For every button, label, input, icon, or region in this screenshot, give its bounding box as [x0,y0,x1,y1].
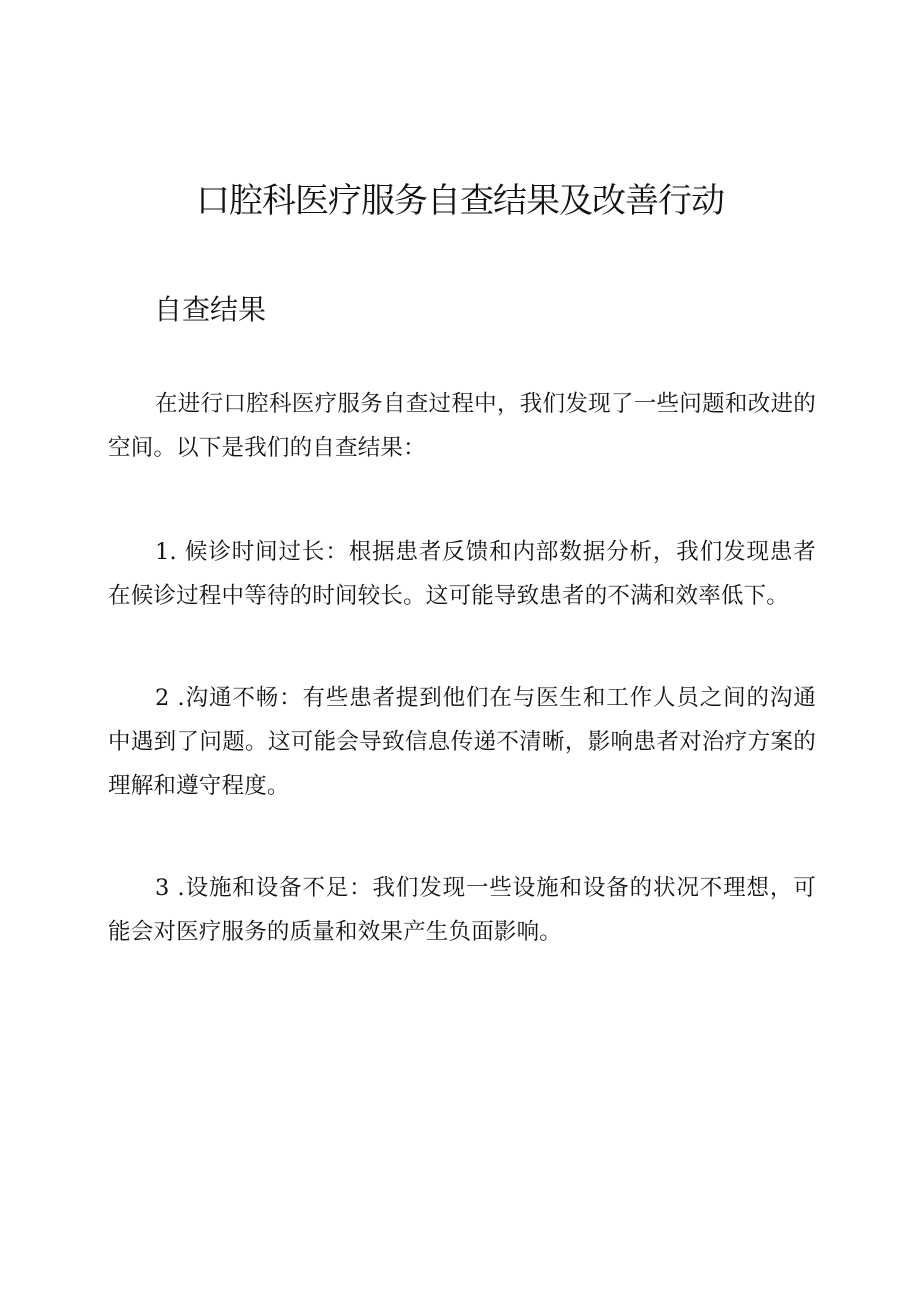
finding-item-3: 3 .设施和设备不足：我们发现一些设施和设备的状况不理想，可能会对医疗服务的质量和效果产生负面影响。 [108,875,816,945]
intro-paragraph: 在进行口腔科医疗服务自查过程中，我们发现了一些问题和改进的空间。以下是我们的自查结果： [108,391,816,461]
document-title: 口腔科医疗服务自查结果及改善行动 [196,181,724,221]
finding-item-1: 1. 候诊时间过长：根据患者反馈和内部数据分析，我们发现患者在候诊过程中等待的时间较长。这可能导致患者的不满和效率低下。 [108,539,816,609]
section-heading: 自查结果 [154,293,267,326]
finding-item-2: 2 .沟通不畅：有些患者提到他们在与医生和工作人员之间的沟通中遇到了问题。这可能会导致信息传递不清晰，影响患者对治疗方案的理解和遵守程度。 [108,685,816,799]
